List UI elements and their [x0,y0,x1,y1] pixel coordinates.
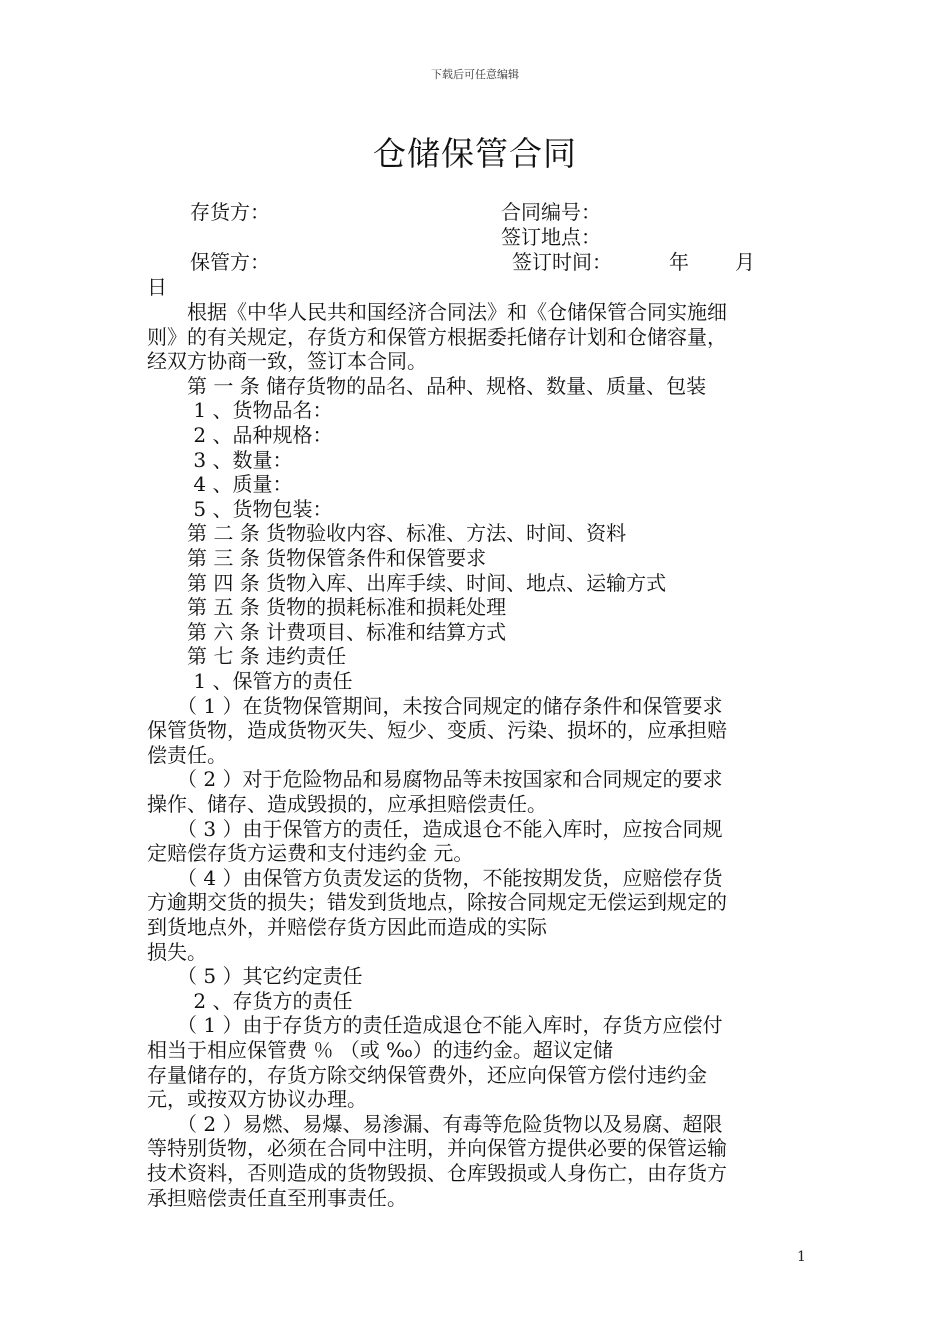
body-line: 操作、储存、造成毁损的，应承担赔偿责任。 [147,792,547,816]
body-line: 到货地点外，并赔偿存货方因此而造成的实际 [147,915,547,939]
body-line: 偿责任。 [147,742,227,767]
contract-number-label: 合同编号： [501,200,601,224]
body-line: 第 六 条 计费项目、标准和结算方式 [147,619,507,644]
body-line: （ 2 ）易燃、易爆、易渗漏、有毒等危险货物以及易腐、超限 [147,1111,723,1136]
body-line: 1 、保管方的责任 [147,669,353,693]
body-line: 承担赔偿责任直至刑事责任。 [147,1185,407,1210]
body-line: 则》的有关规定，存货方和保管方根据委托储存计划和仓储容量， [147,324,727,349]
body-line: 等特别货物，必须在合同中注明，并向保管方提供必要的保管运输 [147,1136,727,1161]
month-label: 月 [735,250,755,274]
body-line: 第 一 条 储存货物的品名、品种、规格、数量、质量、包装 [147,373,707,398]
keeper-label: 保管方： [190,250,270,274]
body-line: 第 三 条 货物保管条件和保管要求 [147,546,487,570]
body-line: 5 、货物包装： [147,496,333,521]
body-line: 第 四 条 货物入库、出库手续、时间、地点、运输方式 [147,570,667,595]
body-line: 相当于相应保管费 ％ （或 ‰）的违约金。超议定储 [147,1038,613,1062]
body-line: 4 、质量： [147,472,293,497]
sign-place-label: 签订地点： [501,225,601,249]
body-line: 3 、数量： [147,447,293,472]
body-line: 损失。 [147,939,207,964]
body-line: 第 二 条 货物验收内容、标准、方法、时间、资料 [147,521,627,546]
day-label: 日 [147,275,167,299]
body-line: 第 七 条 违约责任 [147,644,347,669]
body-line: 1 、货物品名： [147,398,333,423]
body-line: 第 五 条 货物的损耗标准和损耗处理 [147,595,507,620]
body-line: （ 5 ）其它约定责任 [147,964,363,989]
body-line: 经双方协商一致，签订本合同。 [147,349,427,374]
body-line: 存量储存的，存货方除交纳保管费外，还应向保管方偿付违约金 [147,1062,707,1087]
depositor-label: 存货方： [190,200,270,224]
body-line: 技术资料，否则造成的货物毁损、仓库毁损或人身伤亡，由存货方 [147,1161,727,1185]
body-line: 根据《中华人民共和国经济合同法》和《仓储保管合同实施细 [147,300,727,324]
body-line: 2 、存货方的责任 [147,988,353,1013]
page-number: 1 [797,1249,806,1265]
sign-time-label: 签订时间： [512,250,612,274]
body-line: （ 1 ）在货物保管期间，未按合同规定的储存条件和保管要求 [147,693,723,718]
party-row-day [147,275,797,300]
body-line: 定赔偿存货方运费和支付违约金 元。 [147,841,474,866]
body-line: （ 2 ）对于危险物品和易腐物品等未按国家和合同规定的要求 [147,767,723,792]
body-line: （ 4 ）由保管方负责发运的货物，不能按期发货，应赔偿存货 [147,865,723,890]
page-header-note: 下载后可任意编辑 [431,68,519,81]
body-line: 方逾期交货的损失；错发到货地点，除按合同规定无偿运到规定的 [147,890,727,915]
body-line: 保管货物，造成货物灭失、短少、变质、污染、损坏的，应承担赔 [147,718,727,743]
year-label: 年 [669,250,689,274]
body-line: （ 1 ）由于存货方的责任造成退仓不能入库时，存货方应偿付 [147,1013,723,1038]
body-line: 2 、品种规格： [147,423,333,447]
document-title: 仓储保管合同 [373,134,577,173]
body-line: 元，或按双方协议办理。 [147,1087,367,1112]
body-line: （ 3 ）由于保管方的责任，造成退仓不能入库时，应按合同规 [147,816,723,841]
